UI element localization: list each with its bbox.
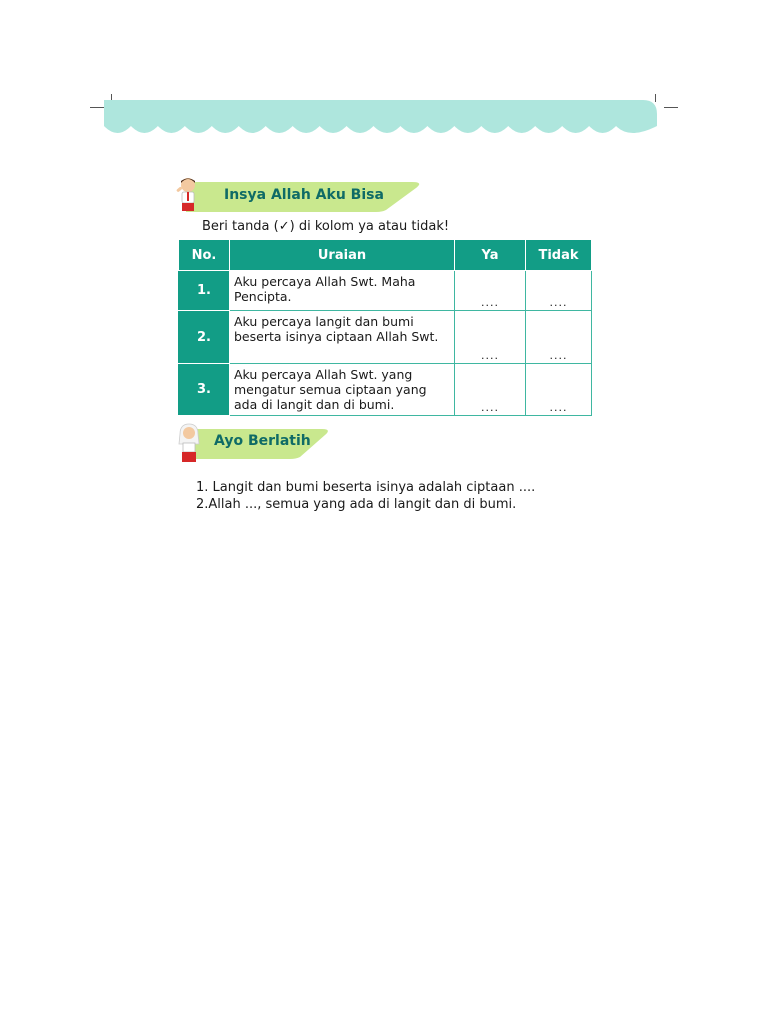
- tidak-answer-blank[interactable]: ....: [526, 311, 592, 364]
- belief-checklist-table: [178, 239, 592, 416]
- header-band-shape: [104, 100, 657, 140]
- row-statement: Aku percaya Allah Swt. Maha Pencipta.: [230, 271, 455, 311]
- practice-question-list: [196, 479, 535, 513]
- ya-answer-blank[interactable]: ....: [455, 364, 526, 416]
- row-statement: Aku percaya langit dan bumi beserta isinya ciptaan Allah Swt.: [230, 311, 455, 364]
- header-band: [104, 100, 657, 144]
- crop-mark-left-h: [90, 107, 104, 108]
- section-title-insya-allah: Insya Allah Aku Bisa: [224, 187, 384, 203]
- header-uraian: Uraian: [230, 240, 455, 271]
- list-item: 2.Allah ..., semua yang ada di langit dan di bumi.: [196, 497, 517, 512]
- ya-answer-blank[interactable]: ....: [455, 271, 526, 311]
- section-banner-insya-allah: [172, 174, 424, 216]
- crop-mark-right-h: [664, 107, 678, 108]
- row-number: 2.: [179, 311, 230, 364]
- header-no: No.: [179, 240, 230, 271]
- section-title-ayo-berlatih: Ayo Berlatih: [214, 433, 311, 449]
- section-banner-ayo-berlatih: [172, 421, 332, 463]
- tidak-answer-blank[interactable]: ....: [526, 364, 592, 416]
- table-row: [179, 311, 592, 364]
- ya-answer-blank[interactable]: ....: [455, 311, 526, 364]
- table-row: [179, 271, 592, 311]
- header-tidak: Tidak: [526, 240, 592, 271]
- table-header-row: [179, 240, 592, 271]
- row-statement: Aku percaya Allah Swt. yang mengatur semua ciptaan yang ada di langit dan di bumi.: [230, 364, 455, 416]
- row-number: 3.: [179, 364, 230, 416]
- tidak-answer-blank[interactable]: ....: [526, 271, 592, 311]
- table-row: [179, 364, 592, 416]
- row-number: 1.: [179, 271, 230, 311]
- list-item: 1. Langit dan bumi beserta isinya adalah ciptaan ....: [196, 480, 536, 495]
- table-instruction: Beri tanda (✓) di kolom ya atau tidak!: [202, 219, 450, 234]
- header-ya: Ya: [455, 240, 526, 271]
